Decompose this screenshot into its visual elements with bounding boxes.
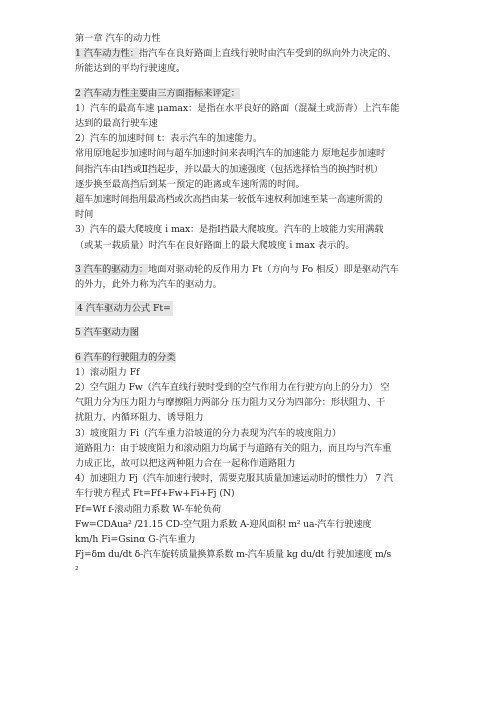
formula-line: Fw=CDAua² /21.15 CD-空气阻力系数 A-迎风面积 m² ua-汽车行驶速度 — [75, 518, 372, 530]
section-6 — [75, 350, 425, 578]
text-line: 3）汽车的最大爬坡度ｉmax：是指Ⅰ挡最大爬坡度。汽车的上坡能力实用满载 — [75, 224, 384, 236]
document-body — [75, 31, 425, 578]
formula-line: Ff=Wf f-滚动阻力系数 W-车轮负荷 — [75, 503, 222, 515]
section-2 — [75, 86, 425, 253]
text-line: 3）坡度阻力 Fi（汽车重力沿坡道的分力表现为汽车的坡度阻力） — [75, 427, 342, 439]
text-line: 超车加速时间指用最高档或次高挡由某一较低车速权利加速至某一高速所需的 — [75, 194, 383, 206]
text-line: 2）空气阻力 Fw（汽车直线行驶时受到的空气作用力在行驶方向上的分力） 空 — [75, 382, 390, 394]
text-line: 4）加速阻力 Fj（汽车加速行驶时，需要克服其质量加速运动时的惯性力） 7 汽 — [75, 473, 393, 485]
text-line: 常用原地起步加速时间与超车加速时间来表明汽车的加速能力 原地起步加速时 — [75, 148, 386, 160]
section-3-text: 地面对驱动轮的反作用力 Ft（方向与 Fo 相反）即是驱动汽车 — [148, 263, 399, 275]
text-line: 逐步换至最高挡后到某一预定的距离或车速所需的时间。 — [75, 178, 305, 190]
formula-line: ² — [75, 564, 79, 576]
section-1-heading: 1 汽车动力性： — [75, 48, 139, 60]
text-line: 力成正比，故可以把这两种阻力合在一起称作道路阻力 — [75, 458, 296, 470]
chapter-title: 第一章 汽车的动力性 — [75, 33, 161, 44]
text-line: 扰阻力、内循环阻力、诱导阻力 — [75, 412, 204, 424]
section-5-heading: 5 汽车驱动力图 — [75, 327, 139, 339]
section-3 — [75, 262, 425, 292]
section-6-heading: 6 汽车的行驶阻力的分类 — [75, 351, 176, 363]
text-line: 道路阻力：由于坡度阻力和滚动阻力均属于与道路有关的阻力，而且均与汽车重 — [75, 442, 392, 454]
text-line: （或某一载质量）时汽车在良好路面上的最大爬坡度ｉmax 表示的。 — [75, 239, 355, 251]
section-4-heading: 4 汽车驱动力公式 Ft= — [75, 301, 173, 316]
text-line: 间指汽车由Ⅰ挡或Ⅱ挡起步，并以最大的加速强度（包括选择恰当的换挡时机） — [75, 163, 383, 175]
section-1-text: 指汽车在良好路面上直线行驶时由汽车受到的纵向外力决定的、 — [138, 48, 397, 60]
text-line: 2）汽车的加速时间 t：表示汽车的加速能力。 — [75, 133, 263, 145]
text-line: 气阻力分为压力阻力与摩擦阻力两部分 压力阻力又分为四部分：形状阻力、干 — [75, 397, 386, 409]
text-line: 1）滚动阻力 Ff — [75, 366, 140, 378]
text-line: 时间 — [75, 209, 94, 221]
text-line: 1）汽车的最高车速 μamax：是指在水平良好的路面（混凝土或沥青）上汽车能 — [75, 102, 400, 114]
section-3-text-cont: 的外力，此外力称为汽车的驱动力。 — [75, 279, 222, 291]
section-2-heading: 2 汽车动力性主要由三方面指标来评定： — [75, 87, 240, 99]
text-line: 达到的最高行驶车速 — [75, 118, 158, 130]
section-1 — [75, 46, 425, 76]
text-line: 车行驶方程式 Ft=Ff+Fw+Fi+Fj (N) — [75, 488, 235, 500]
section-3-heading: 3 汽车的驱动力： — [75, 263, 149, 275]
formula-line: Fj=δm du/dt δ-汽车旋转质量换算系数 m-汽车质量 kg du/dt 行驶加速度 m/s — [75, 549, 392, 561]
section-1-text-cont: 所能达到的平均行驶速度。 — [75, 63, 186, 75]
formula-line: km/h Fi=Gsinα G-汽车重力 — [75, 534, 196, 546]
